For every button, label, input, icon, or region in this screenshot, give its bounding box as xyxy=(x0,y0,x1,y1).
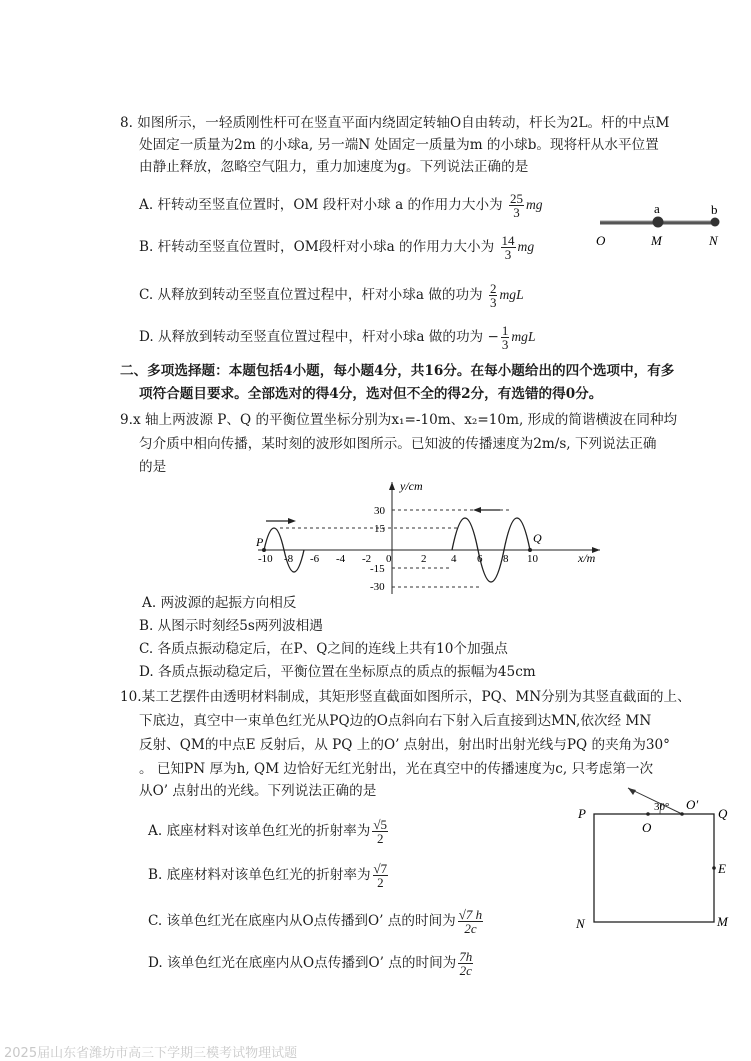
xtick-2: 2 xyxy=(421,553,427,565)
section2-line1: 二、多项选择题：本题包括4小题，每小题4分，共16分。在每小题给出的四个选项中，有多 xyxy=(120,363,675,379)
ytick-neg15: -15 xyxy=(370,563,385,575)
xtick-neg6: -6 xyxy=(310,553,320,565)
q8-stem-line3: 由静止释放，忽略空气阻力，重力加速度为g。下列说法正确的是 xyxy=(139,159,529,175)
q8-option-c-text: C. 从释放到转动至竖直位置过程中，杆对小球a 做的功为 xyxy=(139,287,483,303)
q10-d-den: 2c xyxy=(459,963,472,978)
xtick-neg8: -8 xyxy=(284,553,294,565)
q10-option-b-text: B. 底座材料对该单色红光的折射率为 xyxy=(148,867,371,883)
q9-option-a: A. 两波源的起振方向相反 xyxy=(142,595,297,611)
q8-c-tail: mgL xyxy=(499,287,524,302)
q8-c-den: 3 xyxy=(489,295,497,310)
section2-line2: 项符合题目要求。全部选对的得4分，选对但不全的得2分，有选错的得0分。 xyxy=(139,386,603,402)
ytick-neg30: -30 xyxy=(370,581,385,593)
footer-watermark: 2025届山东省潍坊市高三下学期三模考试物理试题 xyxy=(4,1046,298,1061)
label-N: N xyxy=(576,916,585,931)
point-O xyxy=(646,812,650,816)
q8-option-a-fraction xyxy=(509,192,524,219)
label-N: N xyxy=(709,233,718,248)
q10-stem-line3: 反射、QM的中点E 反射后，从 PQ 上的O’ 点射出，射出时出射光线与PQ 的夹角为30° xyxy=(139,737,670,753)
q8-b-tail: mg xyxy=(517,239,535,254)
q8-stem-line2: 处固定一质量为2m 的小球a, 另一端N 处固定一质量为m 的小球b。现将杆从水平位置 xyxy=(139,137,659,153)
xtick-neg2: -2 xyxy=(362,553,372,565)
label-O: O xyxy=(596,233,606,248)
q10-stem-line4: 。 已知PN 厚为h, QM 边恰好无红光射出，光在真空中的传播速度为c, 只考虑第一次 xyxy=(139,761,654,777)
q8-option-d xyxy=(139,324,536,351)
q8-a-num: 25 xyxy=(509,191,523,206)
q8-rod-figure xyxy=(590,200,730,250)
q8-option-a-text: A. 杆转动至竖直位置时，OM 段杆对小球 a 的作用力大小为 xyxy=(139,197,503,213)
q8-a-tail: mg xyxy=(525,197,543,212)
q10-stem-line2: 下底边，真空中一束单色红光从PQ边的O点斜向右下射入后直接到达MN,依次经 MN xyxy=(139,713,652,729)
angle-label: 30° xyxy=(654,801,670,813)
q10-c-den: 2c xyxy=(464,921,477,936)
x-axis-label: x/m xyxy=(578,551,596,565)
q10-option-a xyxy=(148,818,390,845)
q9-option-c: C. 各质点振动稳定后，在P、Q之间的连线上共有10个加强点 xyxy=(139,641,508,657)
q10-b-den: 2 xyxy=(377,875,384,890)
label-E: E xyxy=(718,861,726,876)
q8-option-b-fraction xyxy=(501,234,516,261)
ball-a xyxy=(653,217,664,228)
ytick-15: 15 xyxy=(374,523,385,535)
q10-option-b-fraction xyxy=(373,862,389,889)
q10-stem-line5: 从O’ 点射出的光线。下列说法正确的是 xyxy=(139,783,377,799)
point-O2 xyxy=(680,812,684,816)
label-P: P xyxy=(256,535,264,549)
q10-option-d-text: D. 该单色红光在底座内从O点传播到O’ 点的时间为 xyxy=(148,955,457,971)
q9-stem-line3: 的是 xyxy=(139,459,167,475)
xtick-neg10: -10 xyxy=(258,553,273,565)
xtick-0: 0 xyxy=(386,553,392,565)
label-a: a xyxy=(654,201,660,216)
q8-option-b xyxy=(139,234,534,261)
label-O: O xyxy=(642,820,652,835)
q9-option-b: B. 从图示时刻经5s两列波相遇 xyxy=(139,618,323,634)
q8-option-b-text: B. 杆转动至竖直位置时，OM段杆对小球a 的作用力大小为 xyxy=(139,239,495,255)
rectangle xyxy=(594,814,714,922)
q9-option-d: D. 各质点振动稳定后，平衡位置在坐标原点的质点的振幅为45cm xyxy=(139,664,536,680)
ball-b xyxy=(711,218,720,227)
q8-stem-line1: 8. 如图所示，一轻质刚性杆可在竖直平面内绕固定转轴O自由转动，杆长为2L。杆的中点M xyxy=(120,115,670,131)
source-q-dot xyxy=(528,548,532,552)
q10-rectangle-figure xyxy=(570,782,740,932)
q8-option-a xyxy=(139,192,543,219)
q8-a-den: 3 xyxy=(513,205,520,220)
q10-a-num: √5 xyxy=(373,817,388,832)
ytick-30: 30 xyxy=(374,505,385,517)
y-axis-arrow xyxy=(389,482,395,490)
q8-option-d-fraction xyxy=(501,324,510,351)
q8-d-sign: − xyxy=(487,329,499,345)
arrow-left-head xyxy=(473,507,481,513)
label-M: M xyxy=(651,233,662,248)
q10-option-b xyxy=(148,862,390,889)
q10-c-num: √7 h xyxy=(458,907,483,922)
q8-d-tail: mgL xyxy=(511,329,536,344)
exit-ray-arrow xyxy=(628,788,636,795)
q8-option-c xyxy=(139,282,524,309)
q10-a-den: 2 xyxy=(376,831,384,846)
xtick-6: 6 xyxy=(477,553,483,565)
xtick-8: 8 xyxy=(503,553,509,565)
arrow-right-head xyxy=(288,518,296,524)
q10-option-c-fraction xyxy=(458,908,483,935)
q10-option-d-fraction xyxy=(458,950,473,977)
label-P: P xyxy=(578,806,586,821)
q10-stem-line1: 10.某工艺摆件由透明材料制成，其矩形竖直截面如图所示，PQ、MN分别为其竖直截面的上、 xyxy=(120,689,691,705)
q10-option-c-text: C. 该单色红光在底座内从O点传播到O’ 点的时间为 xyxy=(148,913,456,929)
q8-c-num: 2 xyxy=(489,281,497,296)
q10-option-d xyxy=(148,950,475,977)
q8-d-den: 3 xyxy=(501,337,509,352)
q10-option-a-text: A. 底座材料对该单色红光的折射率为 xyxy=(148,823,371,839)
q10-b-num: √7 xyxy=(373,861,388,876)
q10-option-a-fraction xyxy=(372,818,388,845)
q8-d-num: 1 xyxy=(501,323,509,338)
q8-option-d-text: D. 从释放到转动至竖直位置过程中，杆对小球a 做的功为 xyxy=(139,329,484,345)
xtick-4: 4 xyxy=(451,553,457,565)
q9-stem-line2: 匀介质中相向传播，某时刻的波形如图所示。已知波的传播速度为2m/s, 下列说法正确 xyxy=(139,436,657,452)
q10-option-c xyxy=(148,908,485,935)
q9-stem-line1: 9.x 轴上两波源 P、Q 的平衡位置坐标分别为x₁=-10m、x₂=10m, 形成的简谐横波在同种均 xyxy=(120,412,678,428)
xtick-neg4: -4 xyxy=(336,553,346,565)
label-M: M xyxy=(717,914,728,929)
point-E xyxy=(712,866,716,870)
q8-b-den: 3 xyxy=(504,247,512,262)
y-axis-label: y/cm xyxy=(400,479,423,493)
q8-option-c-fraction xyxy=(489,282,498,309)
q9-wave-graph xyxy=(240,476,620,596)
label-O-prime: O′ xyxy=(686,797,699,812)
label-Q: Q xyxy=(718,806,728,821)
label-b: b xyxy=(711,202,718,217)
label-Q: Q xyxy=(533,531,542,545)
q8-b-num: 14 xyxy=(501,233,515,248)
xtick-10: 10 xyxy=(527,553,538,565)
q10-d-num: 7h xyxy=(459,949,473,964)
